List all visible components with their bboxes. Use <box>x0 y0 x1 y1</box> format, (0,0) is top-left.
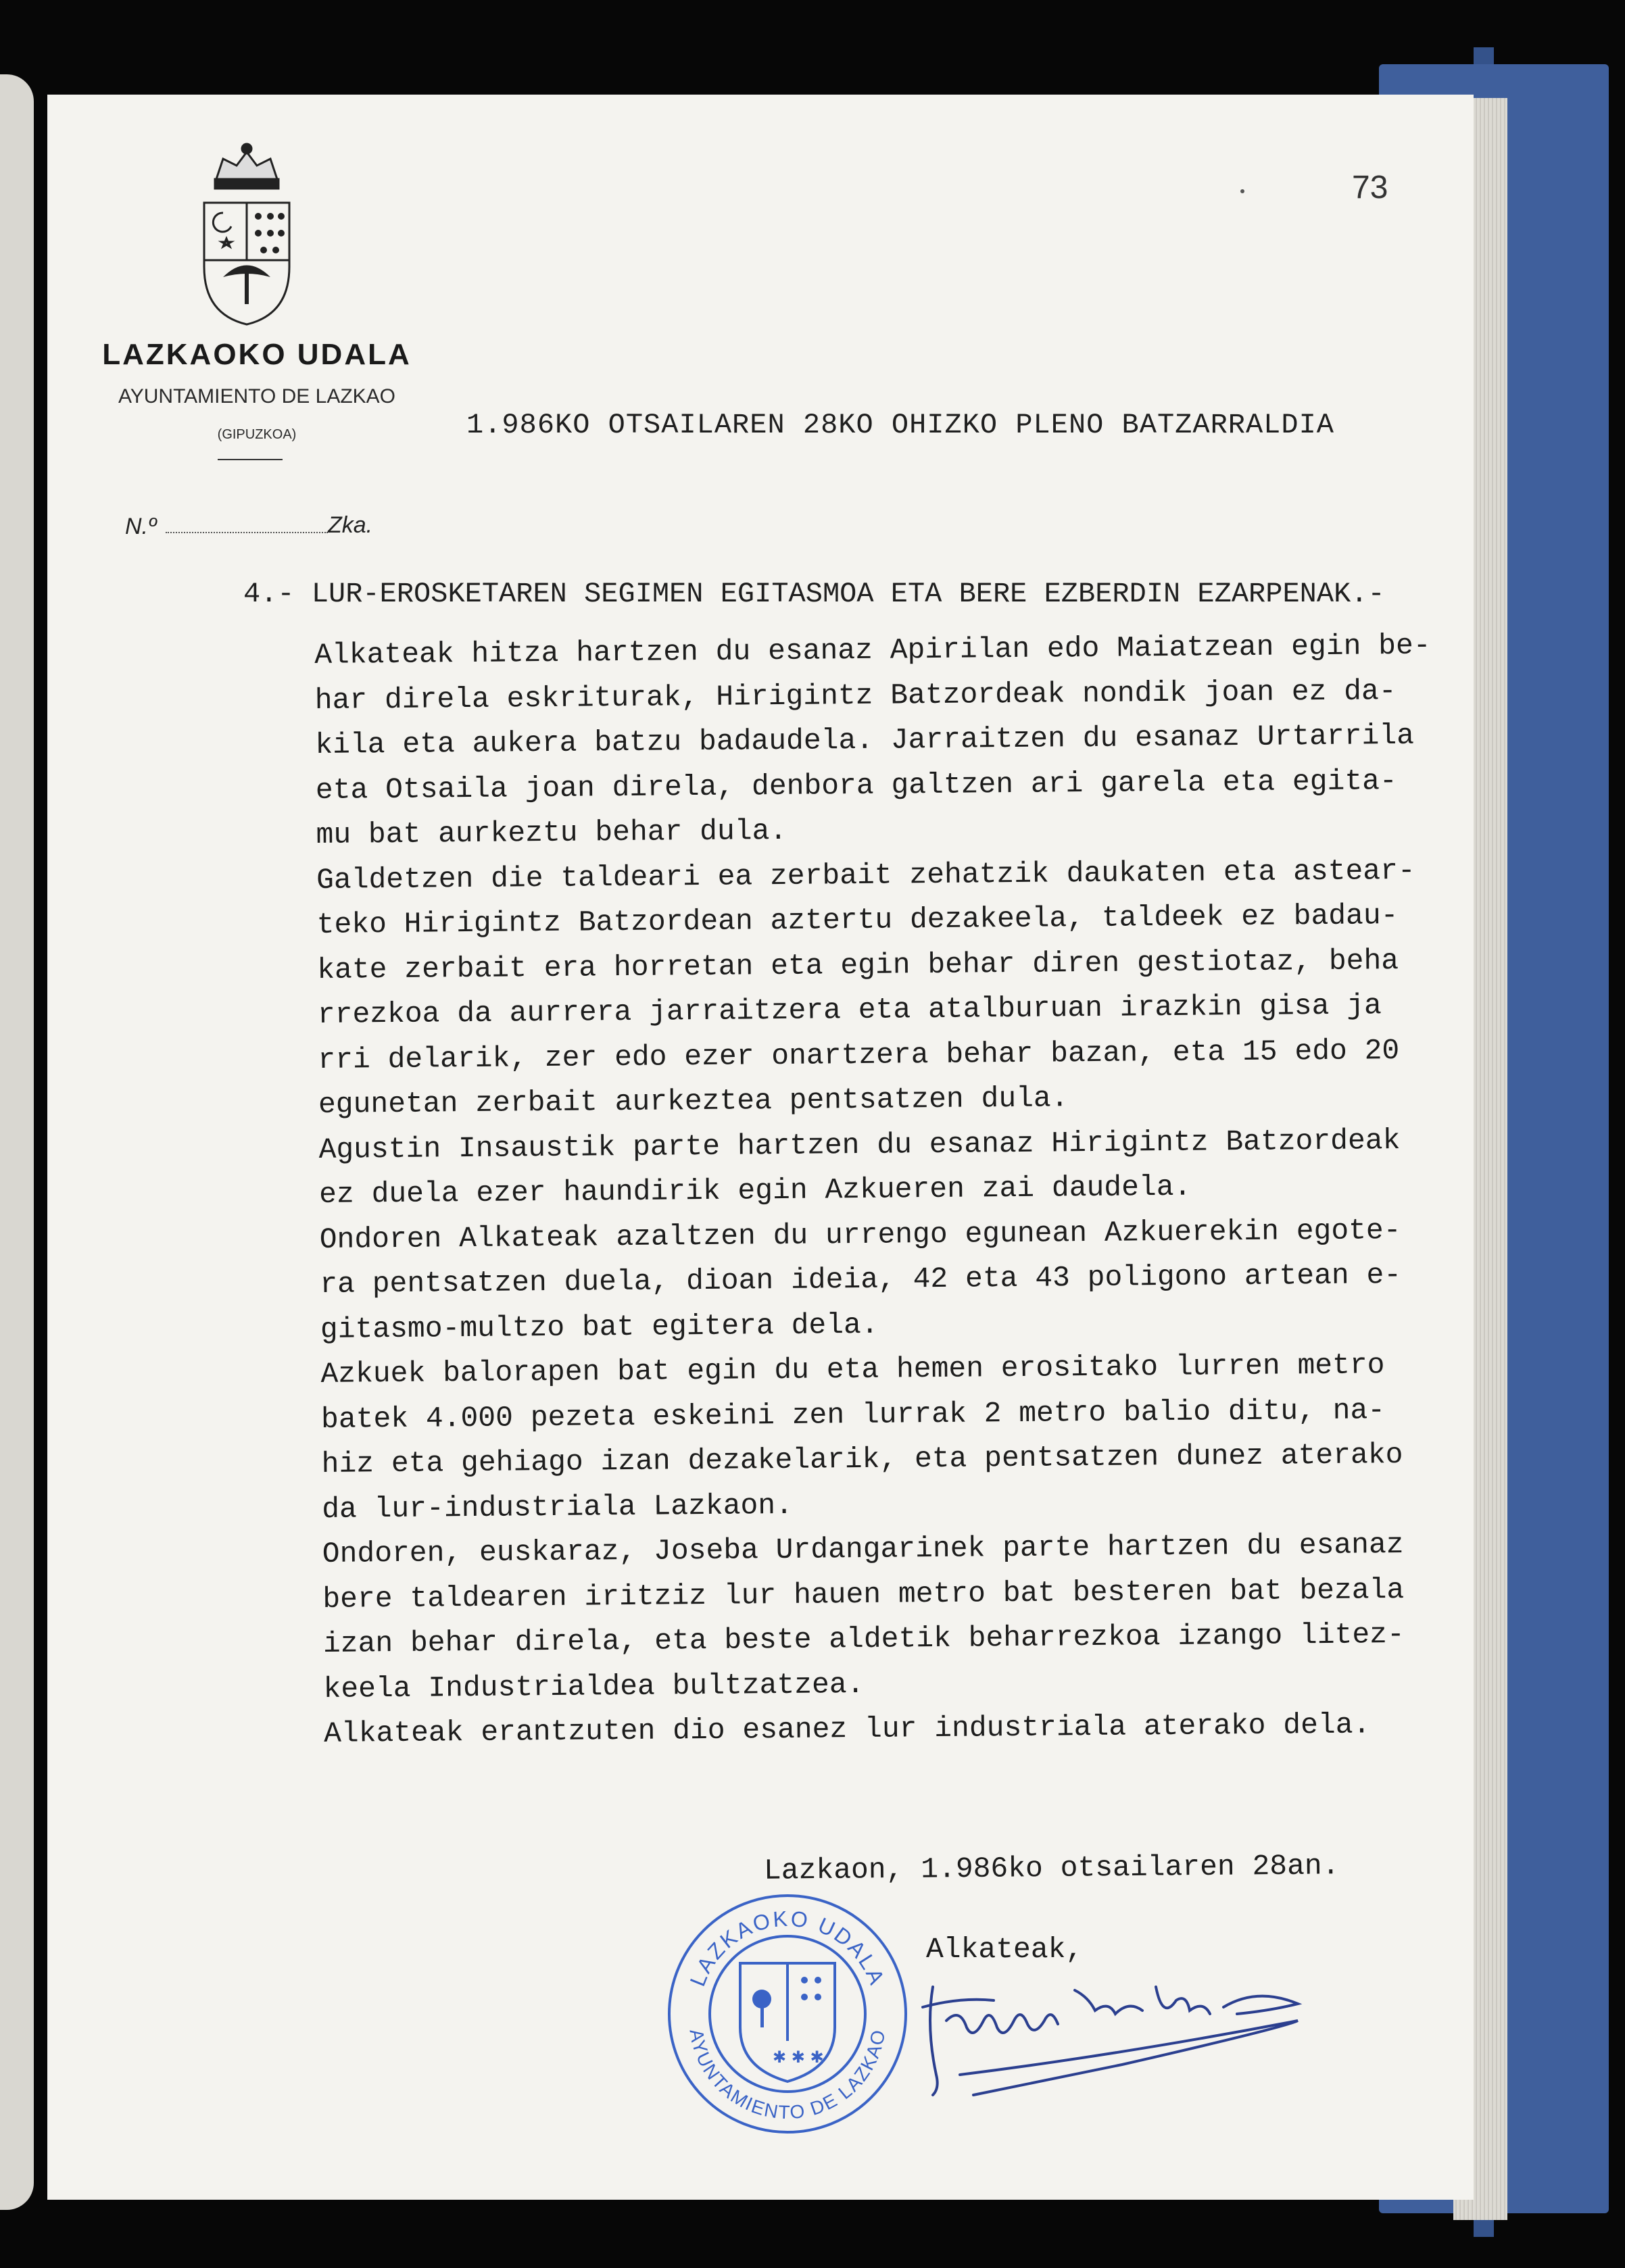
number-field-line <box>166 532 328 533</box>
text-line: Ondoren Alkateak azaltzen du urrengo egunean Azkuerekin egote- <box>319 1213 1401 1256</box>
letterhead-divider <box>218 459 283 460</box>
text-line: Azkuek balorapen bat egin du eta hemen erositako lurren metro <box>320 1348 1385 1391</box>
stamp-bottom-text: AYUNTAMIENTO DE LAZKAO <box>685 2027 890 2123</box>
text-line: Galdetzen die taldeari ea zerbait zehatzik daukaten eta astear- <box>316 854 1415 897</box>
text-line: gitasmo-multzo bat egitera dela. <box>320 1308 879 1346</box>
text-line: keela Industrialdea bultzatzea. <box>323 1667 865 1706</box>
text-line: kila eta aukera batzu badaudela. Jarraitzen du esanaz Urtarrila <box>315 718 1415 762</box>
facing-page-edge <box>0 74 34 2210</box>
official-stamp-icon <box>659 1885 916 2142</box>
text-line: ez duela ezer haundirik egin Azkueren zai daudela. <box>318 1170 1192 1211</box>
text-line: izan behar direla, eta beste aldetik beharrezkoa izango litez- <box>322 1617 1405 1660</box>
zka-label: Zka. <box>328 512 373 538</box>
text-line: rri delarik, zer edo ezer onartzera behar bazan, eta 15 edo 20 <box>318 1033 1400 1077</box>
text-line: har direla eskriturak, Hirigintz Batzordeak nondik joan ez da- <box>314 674 1397 717</box>
document-title: 1.986KO OTSAILAREN 28KO OHIZKO PLENO BATZARRALDIA <box>466 409 1335 441</box>
text-line: Agustin Insaustik parte hartzen du esanaz Hirigintz Batzordeak <box>318 1123 1401 1166</box>
text-line: bere taldearen iritziz lur hauen metro bat besteren bat bezala <box>322 1573 1405 1616</box>
number-label: N.º <box>125 514 157 539</box>
text-line: hiz eta gehiago izan dezakelarik, eta pentsatzen dunez aterako <box>321 1437 1403 1481</box>
svg-text:✱ ✱ ✱: ✱ ✱ ✱ <box>773 2048 824 2067</box>
org-name: LAZKAOKO UDALA <box>102 338 412 371</box>
text-line: ra pentsatzen duela, dioan ideia, 42 eta 43 poligono artean e- <box>320 1258 1402 1301</box>
handwritten-signature-icon <box>919 1960 1338 2115</box>
text-line: rrezkoa da aurrera jarraitzera eta atalburuan irazkin gisa ja <box>317 989 1382 1031</box>
text-line: Alkateak erantzuten dio esanez lur industriala aterako dela. <box>323 1708 1371 1750</box>
text-line: batek 4.000 pezeta eskeini zen lurrak 2 metro balio ditu, na- <box>320 1393 1386 1436</box>
coat-of-arms-icon <box>196 139 297 328</box>
page-number: 73 <box>1352 170 1388 205</box>
text-line: eta Otsaila joan direla, denbora galtzen ari garela eta egita- <box>315 764 1397 807</box>
text-line: teko Hirigintz Batzordean aztertu dezakeela, taldeek ez badau- <box>316 899 1399 941</box>
org-province: (GIPUZKOA) <box>217 427 297 442</box>
body-text <box>314 628 1486 1762</box>
signer-title: Alkateak, <box>926 1933 1084 1966</box>
section-heading: 4.- LUR-EROSKETAREN SEGIMEN EGITASMOA ETA BERE EZBERDIN EZARPENAK.- <box>243 578 1385 610</box>
org-subtitle: AYUNTAMIENTO DE LAZKAO <box>118 385 396 408</box>
text-line: kate zerbait era horretan eta egin behar diren gestiotaz, beha <box>317 943 1399 987</box>
stamp-top-text: LAZKAOKO UDALA <box>685 1906 890 1990</box>
text-line: da lur-industriala Lazkaon. <box>322 1488 794 1526</box>
text-line: mu bat aurkeztu behar dula. <box>316 814 787 852</box>
text-line: egunetan zerbait aurkeztea pentsatzen dula. <box>318 1081 1069 1121</box>
place-date: Lazkaon, 1.986ko otsailaren 28an. <box>763 1849 1340 1888</box>
text-line: Ondoren, euskaraz, Joseba Urdangarinek parte hartzen du esanaz <box>322 1527 1404 1571</box>
text-line: Alkateak hitza hartzen du esanaz Apirilan edo Maiatzean egin be- <box>314 628 1431 672</box>
ink-speck <box>1240 189 1244 193</box>
